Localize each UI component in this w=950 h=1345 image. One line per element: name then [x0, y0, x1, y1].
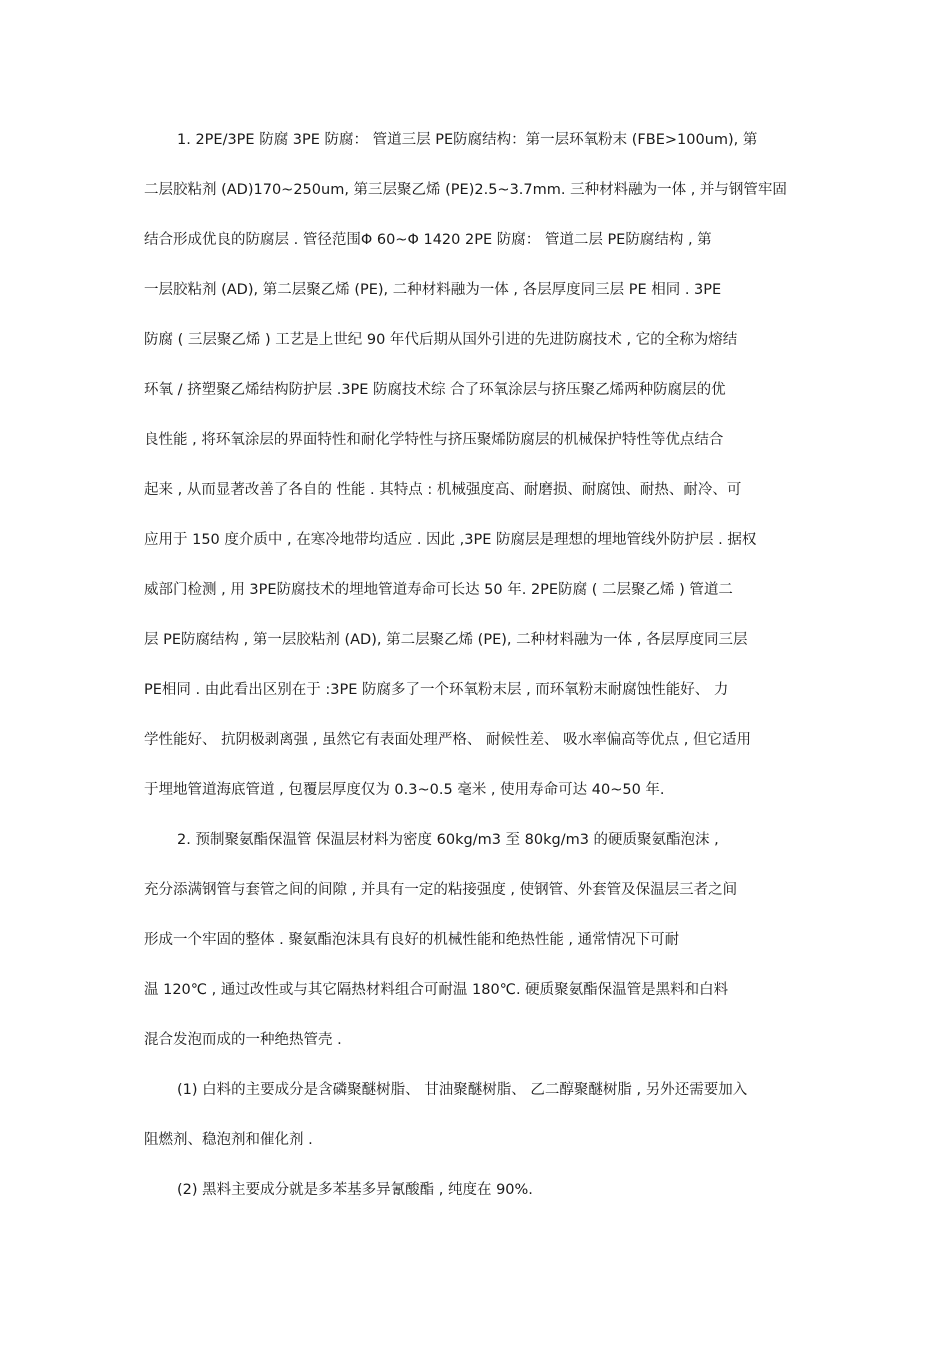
- paragraph-1-line-11: 层 PE防腐结构 , 第一层胶粘剂 (AD), 第二层聚乙烯 (PE), 二种材料融为一体 , 各层厚度同三层: [144, 632, 748, 648]
- paragraph-1-line-5: 防腐 ( 三层聚乙烯 ) 工艺是上世纪 90 年代后期从国外引进的先进防腐技术 , 它的全称为熔结: [144, 332, 738, 348]
- paragraph-1-line-2: 二层胶粘剂 (AD)170~250um, 第三层聚乙烯 (PE)2.5~3.7mm. 三种材料融为一体 , 并与钢管牢固: [144, 182, 787, 198]
- paragraph-1-line-10: 威部门检测 , 用 3PE防腐技术的埋地管道寿命可长达 50 年. 2PE防腐 ( 二层聚乙烯 ) 管道二: [144, 582, 733, 598]
- paragraph-2-line-4: 温 120℃ , 通过改性或与其它隔热材料组合可耐温 180℃. 硬质聚氨酯保温管是黑料和白料: [144, 982, 729, 998]
- paragraph-2-line-1: 2. 预制聚氨酯保温管 保温层材料为密度 60kg/m3 至 80kg/m3 的硬质聚氨酯泡沫 ,: [177, 832, 719, 848]
- paragraph-1-line-13: 学性能好、 抗阴极剥离强 , 虽然它有表面处理严格、 耐候性差、 吸水率偏高等优点 , 但它适用: [144, 732, 751, 748]
- document-body: [144, 127, 814, 1227]
- paragraph-1-line-9: 应用于 150 度介质中 , 在寒冷地带均适应 . 因此 ,3PE 防腐层是理想的埋地管线外防护层 . 据权: [144, 532, 757, 548]
- paragraph-1-line-14: 于埋地管道海底管道 , 包覆层厚度仅为 0.3~0.5 毫米 , 使用寿命可达 40~50 年.: [144, 782, 665, 798]
- paragraph-2-line-2: 充分添满钢管与套管之间的间隙 , 并具有一定的粘接强度 , 使钢管、外套管及保温层三者之间: [144, 882, 738, 898]
- paragraph-1-line-12: PE相同 . 由此看出区别在于 :3PE 防腐多了一个环氧粉末层 , 而环氧粉末耐腐蚀性能好、 力: [144, 682, 729, 698]
- paragraph-3-line-1: (1) 白料的主要成分是含磷聚醚树脂、 甘油聚醚树脂、 乙二醇聚醚树脂 , 另外还需要加入: [177, 1082, 748, 1098]
- paragraph-3-line-2: 阻燃剂、稳泡剂和催化剂 .: [144, 1132, 313, 1148]
- paragraph-1-line-8: 起来 , 从而显著改善了各自的 性能 . 其特点 : 机械强度高、耐磨损、耐腐蚀、耐热、耐冷、可: [144, 482, 742, 498]
- paragraph-1-line-6: 环氧 / 挤塑聚乙烯结构防护层 .3PE 防腐技术综 合了环氧涂层与挤压聚乙烯两种防腐层的优: [144, 382, 726, 398]
- paragraph-1-line-3: 结合形成优良的防腐层 . 管径范围Φ 60~Φ 1420 2PE 防腐： 管道二层 PE防腐结构 , 第: [144, 232, 712, 248]
- paragraph-1-line-4: 一层胶粘剂 (AD), 第二层聚乙烯 (PE), 二种材料融为一体 , 各层厚度同三层 PE 相同 . 3PE: [144, 282, 722, 298]
- paragraph-2-line-3: 形成一个牢固的整体 . 聚氨酯泡沫具有良好的机械性能和绝热性能 , 通常情况下可耐: [144, 932, 680, 948]
- paragraph-1-line-1: 1. 2PE/3PE 防腐 3PE 防腐： 管道三层 PE防腐结构：第一层环氧粉末 (FBE>100um), 第: [177, 132, 758, 148]
- paragraph-2-line-5: 混合发泡而成的一种绝热管壳 .: [144, 1032, 342, 1048]
- paragraph-1-line-7: 良性能 , 将环氧涂层的界面特性和耐化学特性与挤压聚烯防腐层的机械保护特性等优点结合: [144, 432, 724, 448]
- paragraph-4-line-1: (2) 黑料主要成分就是多苯基多异氰酸酯 , 纯度在 90%.: [177, 1182, 533, 1198]
